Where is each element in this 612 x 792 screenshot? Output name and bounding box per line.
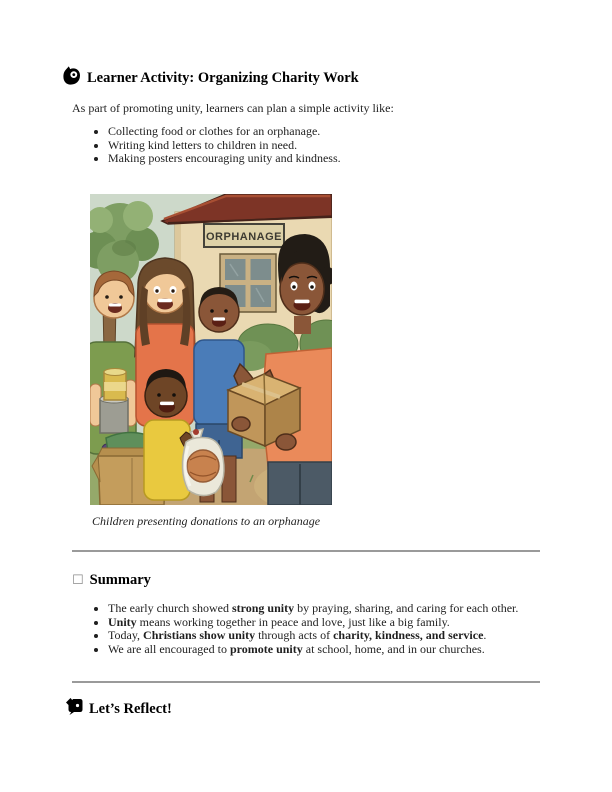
- summary-heading: [72, 572, 151, 589]
- list-item: • Collecting food or clothes for an orphanage.: [108, 125, 548, 139]
- learner-activity-heading: [63, 66, 359, 90]
- list-item: • The early church showed strong unity by praying, sharing, and caring for each other.: [108, 602, 588, 616]
- horizontal-rule: [72, 550, 540, 552]
- activity-bullet-list: [72, 125, 548, 166]
- missing-glyph-box-icon: ☐: [72, 573, 84, 588]
- list-item: • We are all encouraged to promote unity at school, home, and in our churches.: [108, 643, 588, 657]
- orphanage-sign-text: ORPHANAGE: [205, 231, 283, 243]
- figure-caption: Children presenting donations to an orphanage: [92, 514, 321, 528]
- list-item: • Unity means working together in peace and love, just like a big family.: [108, 616, 588, 630]
- activity-intro: As part of promoting unity, learners can plan a simple activity like:: [72, 101, 394, 115]
- list-item: • Today, Christians show unity through acts of charity, kindness, and service.: [108, 629, 588, 643]
- reflect-title: Let’s Reflect!: [89, 700, 172, 717]
- summary-title: Summary: [89, 572, 151, 588]
- horizontal-rule: [72, 681, 540, 683]
- summary-bullet-list: [72, 602, 588, 657]
- reflect-bubble-icon: [66, 698, 83, 720]
- activity-blob-icon: [63, 66, 81, 90]
- learner-activity-title: Learner Activity: Organizing Charity Work: [87, 69, 359, 86]
- reflect-heading: [66, 698, 172, 720]
- list-item: • Writing kind letters to children in need.: [108, 139, 548, 153]
- orphanage-illustration: [90, 194, 332, 505]
- list-item: • Making posters encouraging unity and kindness.: [108, 152, 548, 166]
